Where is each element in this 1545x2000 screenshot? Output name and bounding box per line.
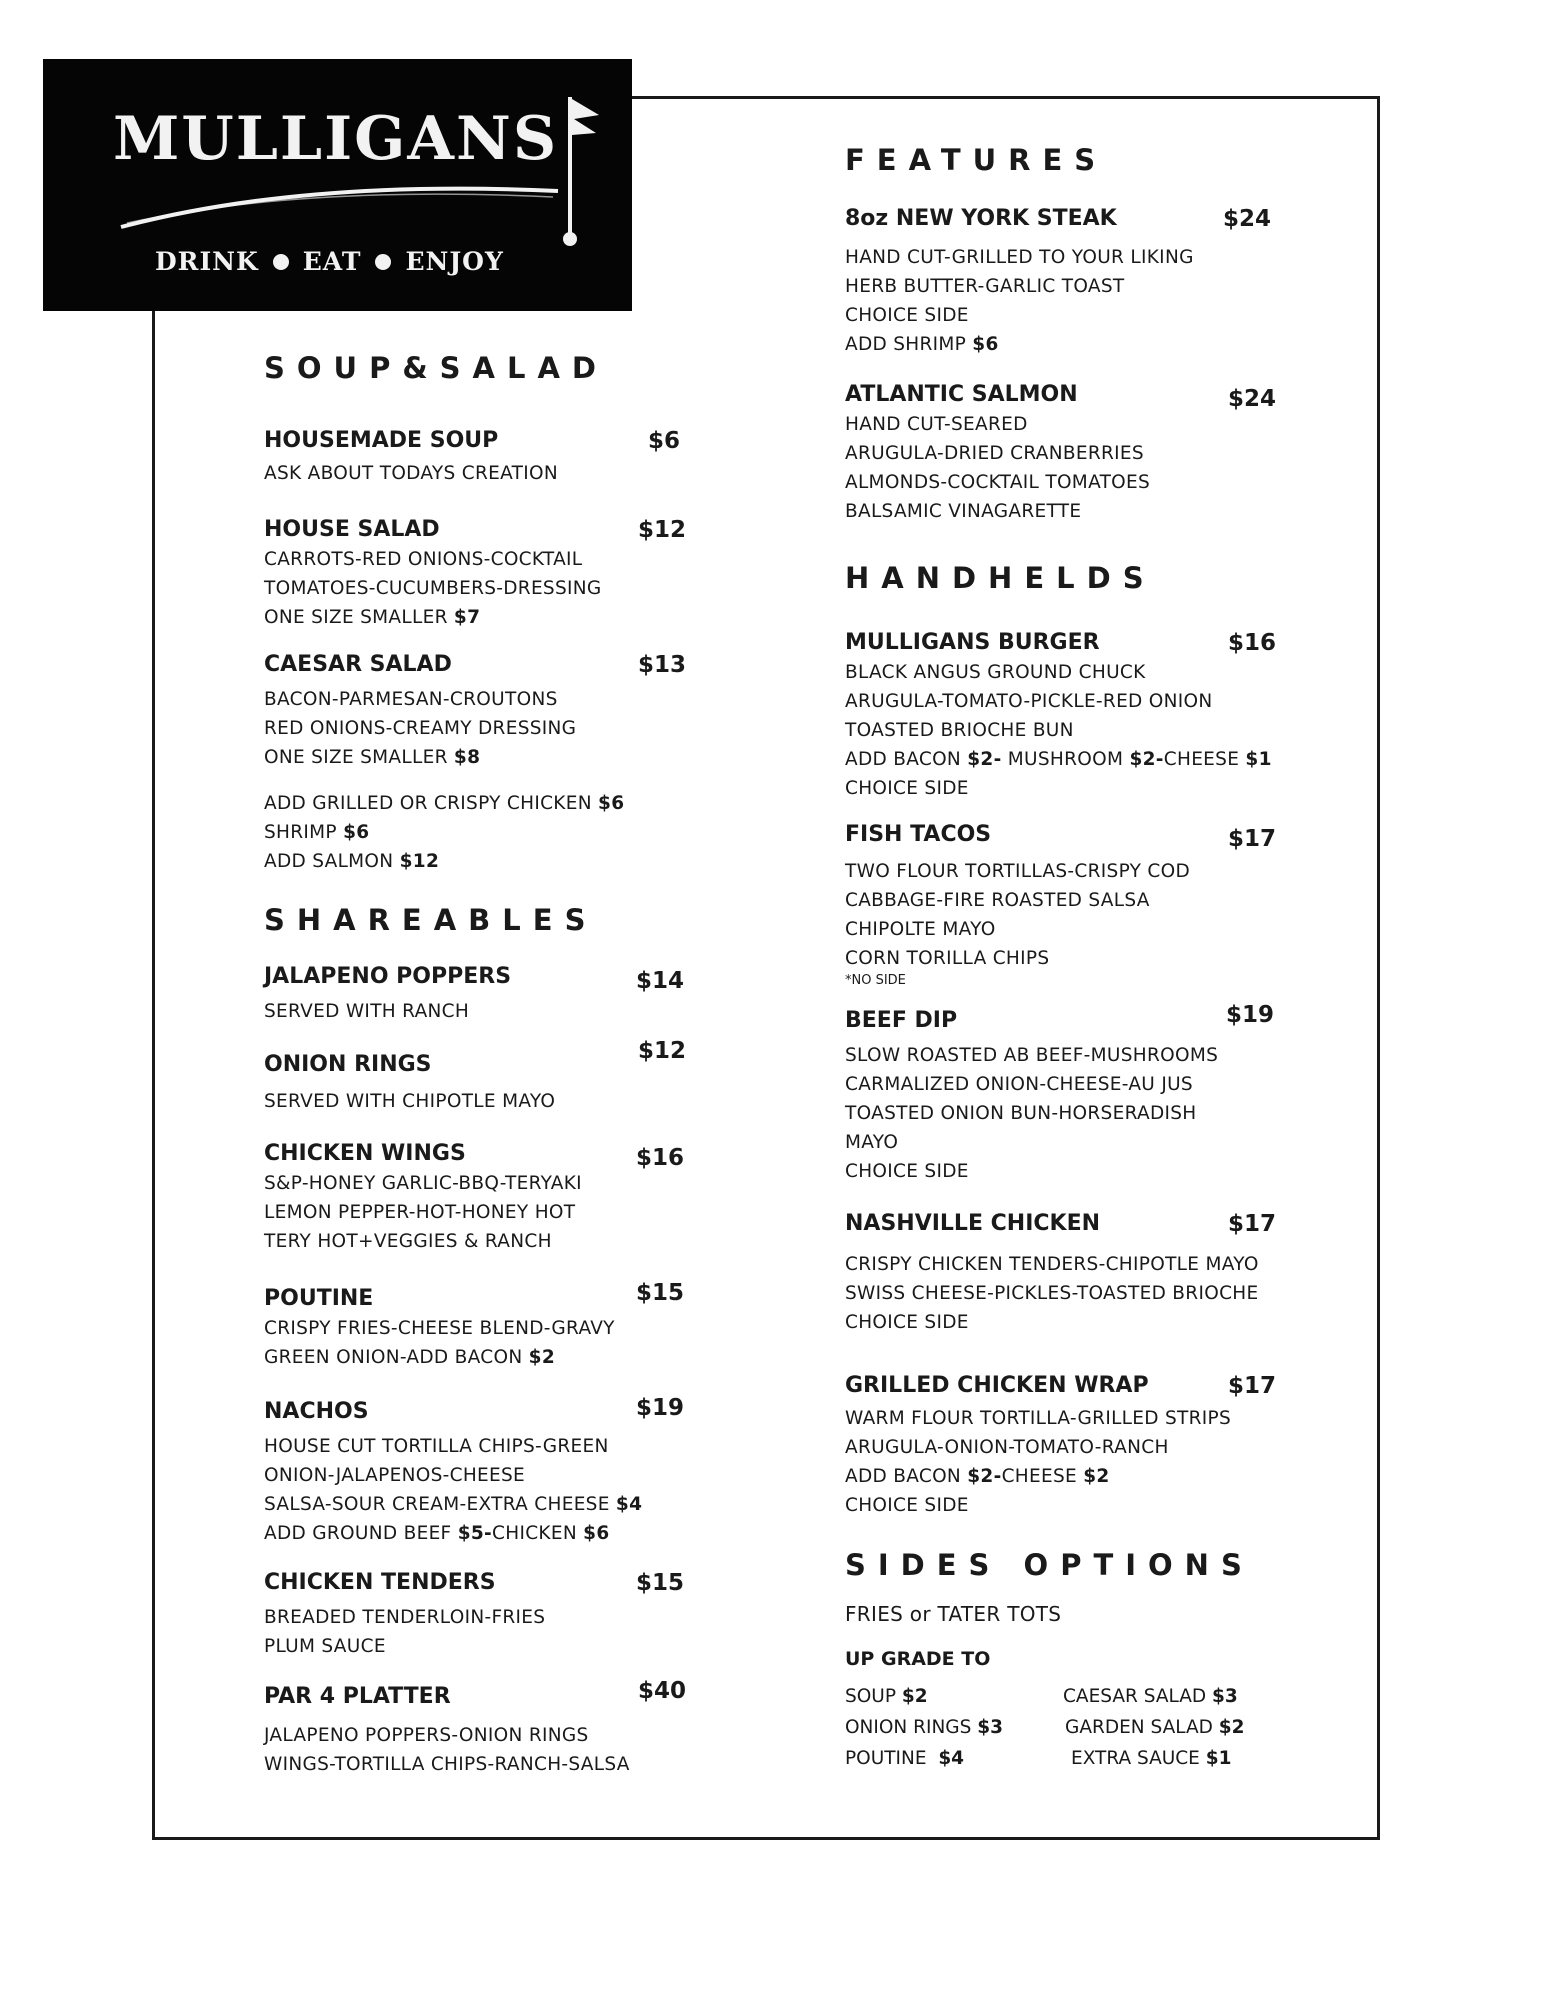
menu-item-onion-rings (264, 1038, 700, 1116)
menu-item-poutine (264, 1280, 700, 1372)
addon-line: ADD SALMON $12 (264, 851, 440, 872)
item-price: $15 (636, 1570, 685, 1596)
desc-line: ARUGULA-TOMATO-PICKLE-RED ONION (845, 691, 1213, 712)
left-column (264, 351, 700, 1779)
mulligans-logo (43, 59, 632, 311)
item-description (264, 997, 700, 1026)
menu-item-house-salad (264, 516, 700, 632)
desc-line: MAYO (845, 1132, 899, 1153)
desc-line: TOASTED BRIOCHE BUN (845, 720, 1074, 741)
menu-item-atlantic-salmon (845, 381, 1280, 526)
item-description (845, 243, 1280, 359)
item-description (845, 857, 1280, 973)
menu-item-nashville-chicken (845, 1210, 1280, 1337)
desc-line: CORN TORILLA CHIPS (845, 948, 1050, 969)
item-description (264, 1087, 700, 1116)
desc-line: JALAPENO POPPERS-ONION RINGS (264, 1725, 589, 1746)
item-description (845, 410, 1280, 526)
item-name: HOUSE SALAD (264, 517, 440, 542)
section-title-handhelds: HANDHELDS (845, 561, 1156, 595)
desc-line: BACON-PARMESAN-CROUTONS (264, 689, 558, 710)
desc-line: HOUSE CUT TORTILLA CHIPS-GREEN (264, 1436, 609, 1457)
item-description (845, 1041, 1280, 1186)
desc-line: ONION-JALAPENOS-CHEESE (264, 1465, 526, 1486)
item-description (264, 1721, 700, 1779)
desc-line: HAND CUT-SEARED (845, 414, 1028, 435)
item-description (845, 658, 1280, 803)
item-price: $14 (636, 968, 685, 994)
section-title-soup-salad: SOUP&SALAD (264, 351, 608, 385)
desc-line: BALSAMIC VINAGARETTE (845, 501, 1082, 522)
upgrade-row (845, 1712, 1280, 1743)
desc-line: HERB BUTTER-GARLIC TOAST (845, 276, 1125, 297)
desc-line: CHOICE SIDE (845, 305, 969, 326)
menu-item-par-4-platter (264, 1678, 700, 1779)
desc-line: CHOICE SIDE (845, 1161, 969, 1182)
item-description (264, 545, 700, 632)
item-description (264, 1314, 700, 1372)
desc-line: ADD BACON $2- MUSHROOM $2-CHEESE $1 (845, 749, 1272, 770)
item-name: 8oz NEW YORK STEAK (845, 206, 1117, 231)
item-name: CHICKEN WINGS (264, 1141, 466, 1166)
item-description (264, 685, 700, 772)
desc-line: WINGS-TORTILLA CHIPS-RANCH-SALSA (264, 1754, 630, 1775)
upgrade-option: GARDEN SALAD $2 (1065, 1717, 1245, 1738)
item-price: $12 (638, 1038, 687, 1064)
item-name: NACHOS (264, 1399, 369, 1424)
section-title-features: FEATURES (845, 143, 1108, 177)
menu-item-chicken-tenders (264, 1569, 700, 1661)
menu-item-ny-steak (845, 205, 1280, 359)
item-name: NASHVILLE CHICKEN (845, 1211, 1101, 1236)
desc-line: ASK ABOUT TODAYS CREATION (264, 463, 558, 484)
desc-line: CARROTS-RED ONIONS-COCKTAIL (264, 549, 583, 570)
desc-line: ALMONDS-COCKTAIL TOMATOES (845, 472, 1151, 493)
item-description (264, 459, 700, 488)
desc-line: TERY HOT+VEGGIES & RANCH (264, 1231, 552, 1252)
item-price: $24 (1228, 386, 1277, 412)
item-price: $6 (648, 428, 681, 454)
desc-line: SWISS CHEESE-PICKLES-TOASTED BRIOCHE (845, 1283, 1259, 1304)
desc-line: ONE SIZE SMALLER $8 (264, 747, 481, 768)
menu-item-caesar-salad (264, 651, 700, 772)
item-price: $19 (1226, 1002, 1275, 1028)
desc-line: BLACK ANGUS GROUND CHUCK (845, 662, 1146, 683)
menu-item-chicken-wings (264, 1140, 700, 1256)
item-price: $19 (636, 1395, 685, 1421)
menu-item-jalapeno-poppers (264, 963, 700, 1026)
desc-line: CRISPY CHICKEN TENDERS-CHIPOTLE MAYO (845, 1254, 1259, 1275)
desc-line: CRISPY FRIES-CHEESE BLEND-GRAVY (264, 1318, 615, 1339)
item-description (264, 1432, 700, 1548)
menu-item-housemade-soup (264, 427, 700, 488)
item-name: MULLIGANS BURGER (845, 630, 1100, 655)
item-price: $17 (1228, 1211, 1277, 1237)
desc-line: CABBAGE-FIRE ROASTED SALSA (845, 890, 1150, 911)
desc-line: CARMALIZED ONION-CHEESE-AU JUS (845, 1074, 1193, 1095)
desc-line: GREEN ONION-ADD BACON $2 (264, 1347, 556, 1368)
item-note: *NO SIDE (845, 973, 906, 988)
item-price: $16 (636, 1145, 685, 1171)
desc-line: ARUGULA-DRIED CRANBERRIES (845, 443, 1144, 464)
desc-line: CHOICE SIDE (845, 778, 969, 799)
upgrade-label: UP GRADE TO (845, 1648, 991, 1670)
tagline-drink: DRINK (155, 247, 259, 276)
desc-line: ADD GROUND BEEF $5-CHICKEN $6 (264, 1523, 610, 1544)
upgrade-option: ONION RINGS $3 (845, 1717, 1003, 1738)
desc-line: CHOICE SIDE (845, 1312, 969, 1333)
menu-item-nachos (264, 1395, 700, 1548)
tagline-enjoy: ENJOY (405, 247, 504, 276)
desc-line: ONE SIZE SMALLER $7 (264, 607, 481, 628)
desc-line: SERVED WITH RANCH (264, 1001, 470, 1022)
item-name: CHICKEN TENDERS (264, 1570, 496, 1595)
item-description (264, 1603, 700, 1661)
item-price: $16 (1228, 630, 1277, 656)
upgrade-row (845, 1681, 1280, 1712)
item-price: $13 (638, 652, 687, 678)
desc-line: ARUGULA-ONION-TOMATO-RANCH (845, 1437, 1169, 1458)
desc-line: LEMON PEPPER-HOT-HONEY HOT (264, 1202, 576, 1223)
desc-line: SERVED WITH CHIPOTLE MAYO (264, 1091, 556, 1112)
section-title-shareables: SHAREABLES (264, 903, 598, 937)
desc-line: CHIPOLTE MAYO (845, 919, 996, 940)
item-name: ONION RINGS (264, 1052, 432, 1077)
upgrade-option: EXTRA SAUCE $1 (1071, 1748, 1232, 1769)
desc-line: TOASTED ONION BUN-HORSERADISH (845, 1103, 1197, 1124)
item-price: $17 (1228, 1373, 1277, 1399)
desc-line: ADD BACON $2-CHEESE $2 (845, 1466, 1110, 1487)
tagline-eat: EAT (302, 247, 362, 276)
item-name: GRILLED CHICKEN WRAP (845, 1373, 1149, 1398)
item-price: $24 (1223, 206, 1272, 232)
desc-line: PLUM SAUCE (264, 1636, 386, 1657)
item-description (845, 1404, 1280, 1520)
menu-item-grilled-chicken-wrap (845, 1372, 1280, 1520)
item-name: JALAPENO POPPERS (264, 964, 512, 989)
item-name: ATLANTIC SALMON (845, 382, 1078, 407)
menu-item-beef-dip (845, 1002, 1280, 1186)
desc-line: S&P-HONEY GARLIC-BBQ-TERYAKI (264, 1173, 582, 1194)
item-name: FISH TACOS (845, 822, 992, 847)
desc-line: CHOICE SIDE (845, 1495, 969, 1516)
item-description (845, 1250, 1280, 1337)
golf-ball-icon (375, 254, 391, 270)
item-name: BEEF DIP (845, 1008, 958, 1033)
desc-line: WARM FLOUR TORTILLA-GRILLED STRIPS (845, 1408, 1232, 1429)
item-description (264, 1169, 700, 1256)
right-column (845, 143, 1280, 1774)
logo-tagline (155, 247, 504, 276)
item-name: CAESAR SALAD (264, 652, 452, 677)
upgrade-row (845, 1743, 1280, 1774)
item-price: $15 (636, 1280, 685, 1306)
desc-line: TOMATOES-CUCUMBERS-DRESSING (264, 578, 602, 599)
desc-line: TWO FLOUR TORTILLAS-CRISPY COD (845, 861, 1191, 882)
desc-line: RED ONIONS-CREAMY DRESSING (264, 718, 577, 739)
logo-wordmark: MULLIGANS (113, 104, 559, 174)
menu-item-fish-tacos (845, 821, 1280, 988)
item-price: $40 (638, 1678, 687, 1704)
item-name: POUTINE (264, 1286, 374, 1311)
desc-line: SALSA-SOUR CREAM-EXTRA CHEESE $4 (264, 1494, 643, 1515)
item-price: $12 (638, 517, 687, 543)
menu-item-mulligans-burger (845, 629, 1280, 803)
desc-line: SLOW ROASTED AB BEEF-MUSHROOMS (845, 1045, 1219, 1066)
sides-base: FRIES or TATER TOTS (845, 1602, 1062, 1626)
item-name: HOUSEMADE SOUP (264, 428, 499, 453)
desc-line: HAND CUT-GRILLED TO YOUR LIKING (845, 247, 1194, 268)
golf-ball-icon (273, 254, 289, 270)
addon-line: ADD GRILLED OR CRISPY CHICKEN $6 (264, 793, 625, 814)
upgrade-option: SOUP $2 (845, 1686, 928, 1707)
upgrade-list (845, 1681, 1280, 1774)
desc-line: BREADED TENDERLOIN-FRIES (264, 1607, 546, 1628)
salad-addons (264, 789, 700, 876)
item-price: $17 (1228, 826, 1277, 852)
upgrade-option: CAESAR SALAD $3 (1063, 1686, 1238, 1707)
addon-line: SHRIMP $6 (264, 822, 370, 843)
desc-line: ADD SHRIMP $6 (845, 334, 999, 355)
upgrade-option: POUTINE $4 (845, 1748, 965, 1769)
item-name: PAR 4 PLATTER (264, 1684, 451, 1709)
section-title-sides: SIDES OPTIONS (845, 1548, 1254, 1582)
